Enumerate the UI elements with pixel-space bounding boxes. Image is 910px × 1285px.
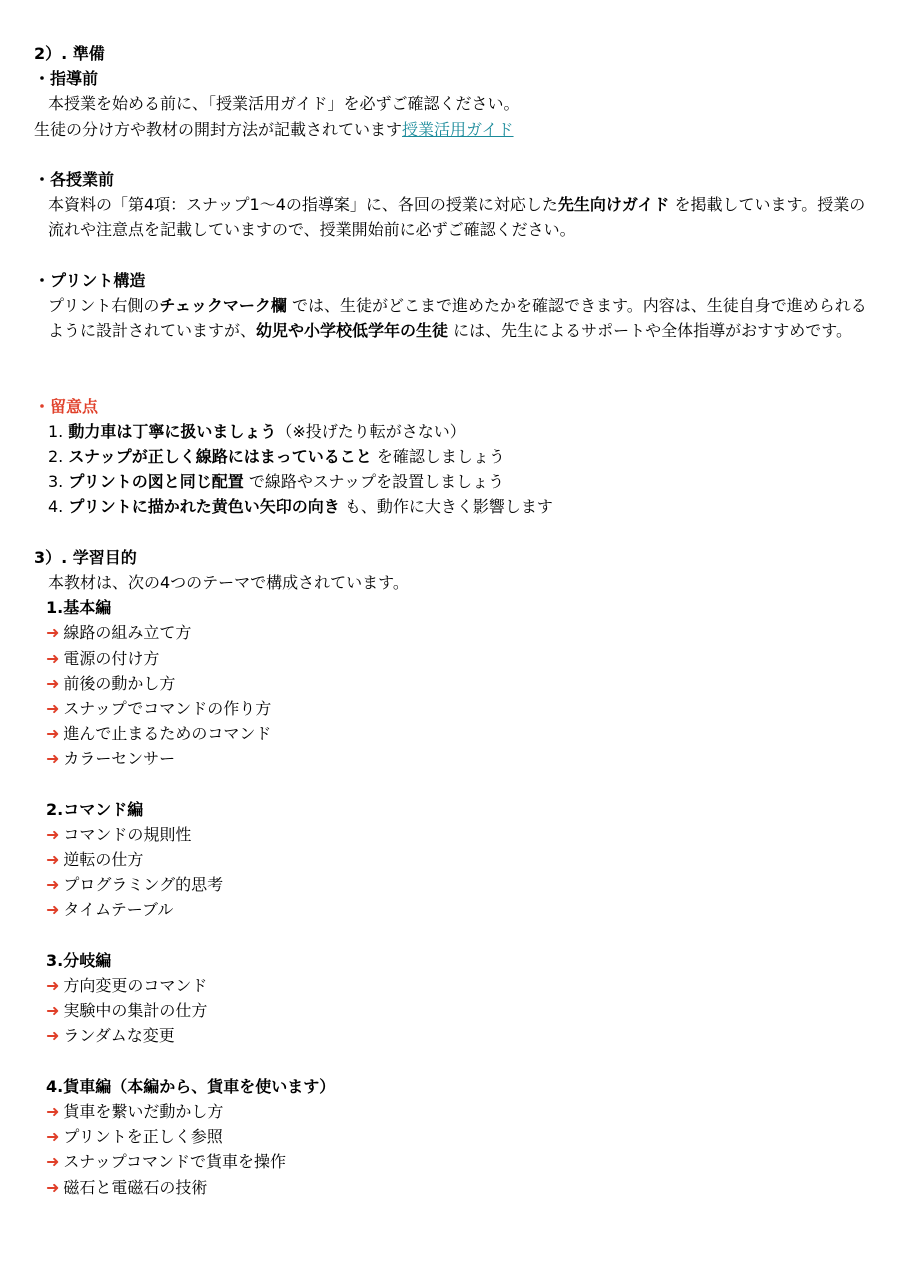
- theme-item: ➜ 前後の動かし方: [46, 673, 176, 693]
- subheading-print-structure: ・プリント構造: [34, 270, 146, 290]
- note-item: 2. スナップが正しく線路にはまっていること を確認しましょう: [48, 447, 505, 467]
- guide-link[interactable]: 授業活用ガイド: [402, 119, 514, 139]
- theme-item: ➜ カラーセンサー: [46, 749, 176, 769]
- arrow-right-icon: ➜: [46, 1001, 60, 1021]
- arrow-right-icon: ➜: [46, 1177, 60, 1197]
- arrow-right-icon: ➜: [46, 1101, 60, 1121]
- note-item: 1. 動力車は丁寧に扱いましょう（※投げたり転がさない）: [48, 421, 466, 441]
- paragraph-guide-check: 本授業を始める前に、「授業活用ガイド」を必ずご確認ください。: [48, 94, 520, 114]
- theme-title: 2.コマンド編: [46, 799, 144, 819]
- theme-title: 1.基本編: [46, 598, 112, 618]
- theme-item: ➜ プログラミング的思考: [46, 875, 224, 895]
- theme-item: ➜ スナップコマンドで貨車を操作: [46, 1152, 286, 1172]
- arrow-right-icon: ➜: [46, 749, 60, 769]
- arrow-right-icon: ➜: [46, 976, 60, 996]
- note-item: 3. プリントの図と同じ配置 で線路やスナップを設置しましょう: [48, 472, 505, 492]
- theme-item: ➜ プリントを正しく参照: [46, 1127, 223, 1147]
- theme-title: 3.分岐編: [46, 950, 112, 970]
- arrow-right-icon: ➜: [46, 850, 60, 870]
- document-body: [34, 41, 880, 1200]
- paragraph-teacher-guide: 本資料の「第4項：スナップ1～4の指導案」に、各回の授業に対応した先生向けガイド を掲載しています。授業の流れや注意点を記載していますので、授業開始前に必ずご確認ください。: [48, 195, 866, 240]
- theme-item: ➜ コマンドの規則性: [46, 824, 192, 844]
- arrow-right-icon: ➜: [46, 875, 60, 895]
- goals-intro: 本教材は、次の4つのテーマで構成されています。: [48, 573, 409, 593]
- theme-item: ➜ タイムテーブル: [46, 900, 174, 920]
- arrow-right-icon: ➜: [46, 824, 60, 844]
- arrow-right-icon: ➜: [46, 724, 60, 744]
- subheading-before-teaching: ・指導前: [34, 69, 99, 89]
- arrow-right-icon: ➜: [46, 1127, 60, 1147]
- paragraph-guide-contents: [34, 117, 880, 142]
- arrow-right-icon: ➜: [46, 673, 60, 693]
- arrow-right-icon: ➜: [46, 698, 60, 718]
- section-heading-preparation: 2）. 準備: [34, 44, 105, 63]
- arrow-right-icon: ➜: [46, 1026, 60, 1046]
- subheading-notes: ・留意点: [34, 396, 99, 416]
- theme-item: ➜ ランダムな変更: [46, 1026, 175, 1046]
- theme-item: ➜ 貨車を繋いだ動かし方: [46, 1101, 224, 1121]
- theme-item: ➜ 逆転の仕方: [46, 850, 144, 870]
- theme-item: ➜ 進んで止まるためのコマンド: [46, 724, 272, 744]
- arrow-right-icon: ➜: [46, 900, 60, 920]
- section-heading-learning-goals: 3）. 学習目的: [34, 547, 137, 567]
- arrow-right-icon: ➜: [46, 1152, 60, 1172]
- paragraph-print-structure: プリント右側のチェックマーク欄 では、生徒がどこまで進めたかを確認できます。内容は、生徒自身で進められるように設計されていますが、幼児や小学校低学年の生徒 には、先生によるサポートや全体指導がおすすめです。: [48, 295, 867, 341]
- theme-item: ➜ 方向変更のコマンド: [46, 976, 208, 996]
- subheading-before-each-class: ・各授業前: [34, 169, 115, 189]
- arrow-right-icon: ➜: [46, 648, 60, 668]
- theme-item: ➜ 線路の組み立て方: [46, 623, 192, 643]
- theme-title: 4.貨車編（本編から、貨車を使います）: [46, 1076, 336, 1096]
- theme-item: ➜ 電源の付け方: [46, 648, 160, 668]
- theme-item: ➜ スナップでコマンドの作り方: [46, 698, 272, 718]
- theme-item: ➜ 磁石と電磁石の技術: [46, 1177, 208, 1197]
- note-item: 4. プリントに描かれた黄色い矢印の向き も、動作に大きく影響します: [48, 497, 553, 517]
- guide-description: 生徒の分け方や教材の開封方法が記載されています: [34, 119, 403, 139]
- arrow-right-icon: ➜: [46, 623, 60, 643]
- theme-item: ➜ 実験中の集計の仕方: [46, 1001, 208, 1021]
